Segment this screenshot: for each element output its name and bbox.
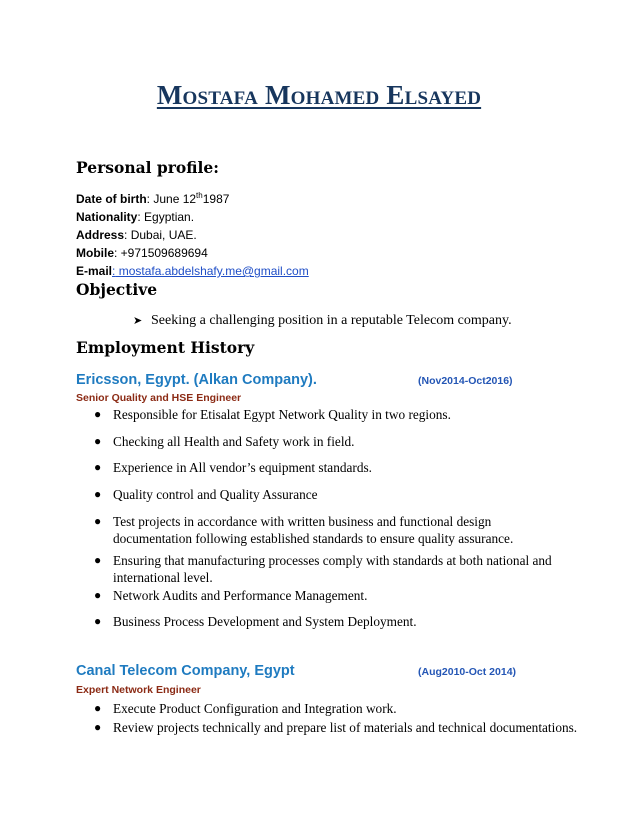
- objective-heading: Objective: [76, 280, 158, 299]
- objective-text: Seeking a challenging position in a reputable Telecom company.: [151, 313, 512, 328]
- bullet-dot-icon: ●: [94, 588, 102, 602]
- nationality-label: Nationality: [76, 210, 138, 224]
- job-role: Senior Quality and HSE Engineer: [76, 392, 242, 404]
- dob-label: Date of birth: [76, 192, 147, 206]
- bullet-dot-icon: ●: [94, 514, 102, 528]
- job-bullet-text: Execute Product Configuration and Integration work.: [113, 701, 397, 716]
- job-bullet-text: Test projects in accordance with written business and functional design documentation following established standards to ensure quality assurance.: [113, 514, 514, 546]
- bullet-dot-icon: ●: [94, 614, 102, 628]
- dob-line: [76, 192, 229, 206]
- job-bullet-text: Ensuring that manufacturing processes comply with standards at both national and international level.: [113, 553, 552, 585]
- email-separator: :: [112, 264, 116, 278]
- email-link[interactable]: [112, 264, 309, 278]
- email-label: E-mail: [76, 264, 113, 278]
- job-dates: (Aug2010-Oct 2014): [418, 666, 517, 678]
- address-line: [76, 228, 197, 242]
- mobile-label: Mobile: [76, 246, 114, 260]
- email-address: mostafa.abdelshafy.me@gmail.com: [115, 264, 309, 278]
- bullet-dot-icon: ●: [94, 720, 102, 734]
- mobile-value: : +971509689694: [114, 246, 208, 260]
- job-bullet-text: Quality control and Quality Assurance: [113, 487, 318, 502]
- arrow-bullet-icon: ➤: [133, 315, 143, 327]
- nationality-line: [76, 210, 194, 224]
- bullet-dot-icon: ●: [94, 487, 102, 501]
- job-dates: (Nov2014-Oct2016): [418, 375, 513, 387]
- bullet-dot-icon: ●: [94, 460, 102, 474]
- dob-suffix: th: [196, 191, 203, 200]
- dob-value: : June 12: [146, 192, 197, 206]
- personal-profile-heading: Personal profile:: [76, 158, 220, 177]
- bullet-dot-icon: ●: [94, 434, 102, 448]
- job-company: Ericsson, Egypt. (Alkan Company).: [76, 372, 317, 388]
- job-bullet-text: Experience in All vendor’s equipment standards.: [113, 460, 372, 475]
- job-bullet-text: Checking all Health and Safety work in field.: [113, 434, 355, 449]
- job-bullet-text: Network Audits and Performance Management.: [113, 588, 368, 603]
- job-bullet-text: Business Process Development and System Deployment.: [113, 614, 417, 629]
- job-role: Expert Network Engineer: [76, 684, 201, 696]
- job-bullet-text: Review projects technically and prepare list of materials and technical documentations.: [113, 720, 578, 735]
- address-label: Address: [76, 228, 125, 242]
- mobile-line: [76, 246, 208, 260]
- dob-year: 1987: [202, 192, 230, 206]
- address-value: : Dubai, UAE.: [124, 228, 197, 242]
- job-company: Canal Telecom Company, Egypt: [76, 663, 295, 679]
- candidate-name: Mostafa Mohamed Elsayed: [156, 80, 482, 110]
- nationality-value: : Egyptian.: [137, 210, 195, 224]
- email-line: [76, 264, 309, 278]
- objective-item: [133, 313, 512, 329]
- bullet-dot-icon: ●: [94, 553, 102, 567]
- employment-history-heading: Employment History: [76, 338, 255, 357]
- job-bullet-text: Responsible for Etisalat Egypt Network Quality in two regions.: [113, 407, 451, 422]
- bullet-dot-icon: ●: [94, 407, 102, 421]
- bullet-dot-icon: ●: [94, 701, 102, 715]
